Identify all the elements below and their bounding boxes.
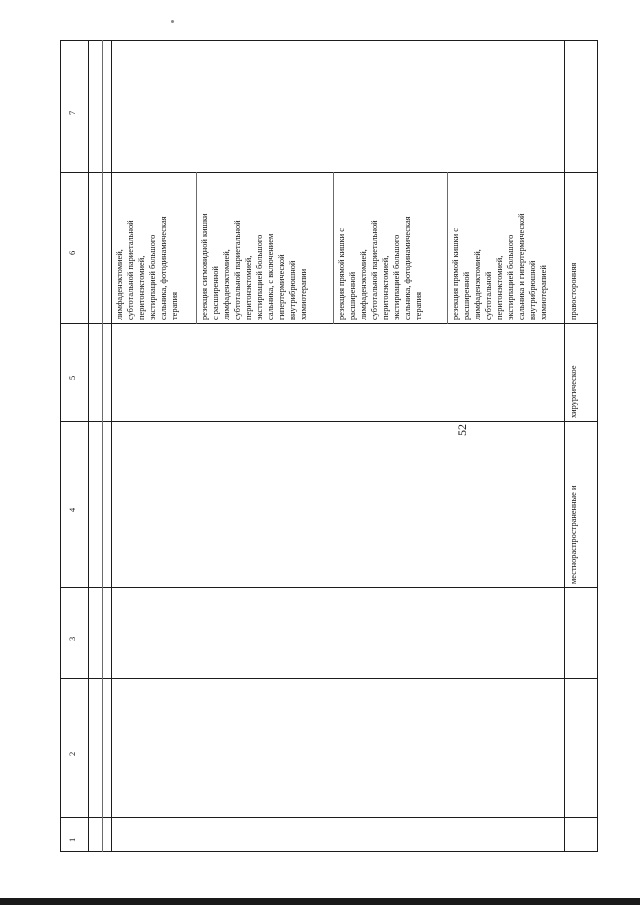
table-right-border (597, 40, 598, 852)
col-boundary-5-6 (60, 323, 598, 324)
column-number-5: 5 (68, 375, 77, 380)
col4-next-row: местнораспространенные и (569, 485, 578, 584)
col6-cell-2: резекция сигмовидной кишки с расширенной лимфаденэктомией, субтотальной париетальной перитонэктомией, экстирпацией большого сальника, с включением гипертермической внутрибрюшной химиотерапии (200, 213, 308, 320)
col-boundary-3-4 (60, 587, 598, 588)
column-number-3: 3 (68, 636, 77, 641)
col6-divider-3 (447, 172, 448, 324)
col6-divider-1 (196, 172, 197, 324)
header-inner-line (102, 40, 103, 852)
col6-cell-3: резекция прямой кишки с расширенной лимфаденэктомией, субтотальной париетальной перитонэктомией, экстирпацией большого сальника, фотодинамическая терапия (337, 216, 423, 320)
col6-divider-2 (333, 172, 334, 324)
header-row-border (88, 40, 89, 852)
scan-speck (171, 20, 174, 23)
table-top-border (60, 40, 598, 41)
col-boundary-2-3 (60, 678, 598, 679)
col-boundary-6-7 (60, 172, 598, 173)
column-number-4: 4 (68, 507, 77, 512)
col6-cell-1: лимфаденэктомией, субтотальной париетальной перитонэктомией, экстирпацией большого сальника, фотодинамическая терапия (115, 216, 179, 320)
column-number-7: 7 (68, 110, 77, 115)
col6-next-row: правосторонняя (569, 262, 578, 320)
column-number-6: 6 (68, 250, 77, 255)
scan-edge (0, 898, 640, 905)
table-left-border (60, 40, 61, 852)
row-border-next (564, 40, 565, 852)
page-number: 52 (455, 424, 469, 436)
column-number-1: 1 (68, 837, 77, 842)
column-number-2: 2 (68, 751, 77, 756)
col5-next-row: хирургическое (569, 365, 578, 418)
col-boundary-4-5 (60, 421, 598, 422)
col6-cell-4: резекция прямой кишки с расширенной лимфаденэктомией, субтотальной перитонэктомией, экстирпацией большого сальника и гипертермической внутрибрюшной химиотерапией (451, 213, 548, 320)
table-bottom-border (60, 851, 598, 852)
row-border (111, 40, 112, 852)
col-boundary-1-2 (60, 817, 598, 818)
